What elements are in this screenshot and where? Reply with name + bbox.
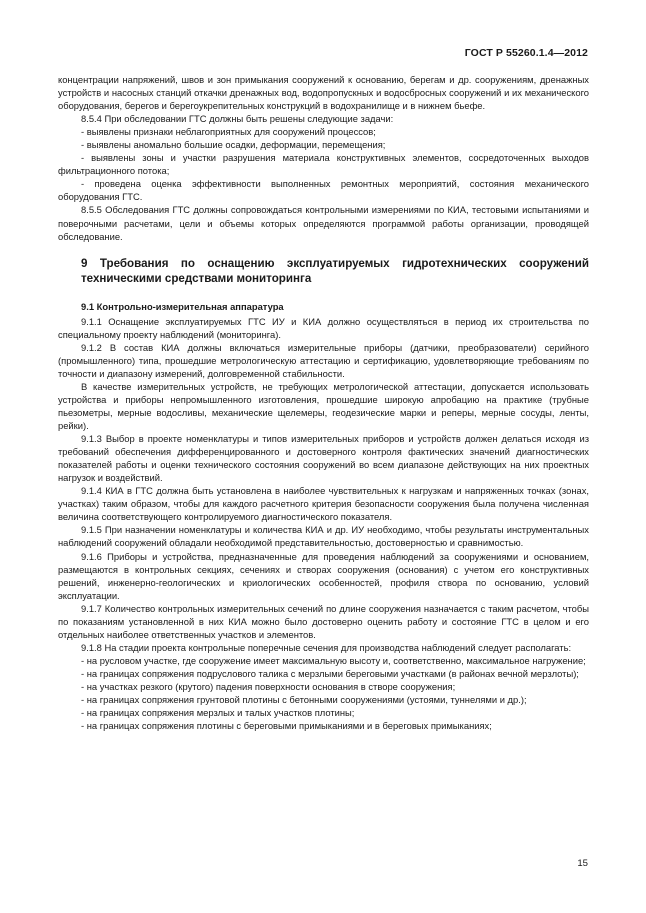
paragraph-cont: концентрации напряжений, швов и зон примыкания сооружений к основанию, берегам и др. сооружениям, дренажных устройств и насосных станций откачки дренажных вод, водопропускных и водосбросных сооружений и их механического оборудования, берегов и берегоукрепительных конструкций в водохранилище и в нижнем бьефе.	[58, 74, 589, 112]
section-8-5-continuation	[58, 73, 589, 243]
paragraph-t4: - проведена оценка эффективности выполненных ремонтных мероприятий, состояния механического оборудования ГТС.	[58, 178, 589, 203]
paragraph-b6: - на границах сопряжения плотины с береговыми примыканиями и в береговых примыканиях;	[81, 720, 492, 732]
page-number: 15	[577, 858, 588, 869]
paragraph-p911: 9.1.1 Оснащение эксплуатируемых ГТС ИУ и КИА должно осуществляться в период их строительства по специальному проекту наблюдений (мониторинга).	[58, 315, 589, 340]
paragraph-p917: 9.1.7 Количество контрольных измерительных сечений по длине сооружения назначается с таким расчетом, чтобы по показаниям установленной в них КИА можно было достоверно оценить работу и состояние ГТС в целом и его отдельных наиболее ответственных участков и элементов.	[58, 602, 589, 640]
paragraph-b4: - на границах сопряжения грунтовой плотины с бетонными сооружениями (устоями, туннелями и др.);	[81, 694, 527, 706]
paragraph-p912b: В качестве измерительных устройств, не требующих метрологической аттестации, допускается использовать устройства и приборы непромышленного изготовления, прошедшие широкую апробацию на практике (трубные пьезометры, мерные водосливы, механические щелемеры, геодезические марки и реперы, мерные сосуды, ленты, рейки).	[58, 380, 589, 432]
paragraph-t2: - выявлены аномально большие осадки, деформации, перемещения;	[81, 139, 386, 151]
page-body	[58, 73, 589, 732]
paragraph-b1: - на русловом участке, где сооружение имеет максимальную высоту и, соответственно, максимальное нагружение;	[81, 654, 586, 666]
section-9-1-paragraphs	[58, 315, 589, 733]
paragraph-p918: 9.1.8 На стадии проекта контрольные поперечные сечения для производства наблюдений следует располагать:	[81, 641, 572, 653]
paragraph-t3: - выявлены зоны и участки разрушения материала конструктивных элементов, сосредоточенных выходов фильтрационного потока;	[58, 152, 589, 177]
section-9-title: 9 Требования по оснащению эксплуатируемых гидротехнических сооружений техническими средствами мониторинга	[81, 256, 589, 286]
paragraph-p912: 9.1.2 В состав КИА должны включаться измерительные приборы (датчики, преобразователи) серийного (промышленного) типа, прошедшие метрологическую аттестацию и сертификацию, удовлетворяющие требованиям по точности и диапазону измерений, долговременной стабильности.	[58, 341, 589, 379]
paragraph-p915: 9.1.5 При назначении номенклатуры и количества КИА и др. ИУ необходимо, чтобы результаты инструментальных наблюдений сооружений обладали необходимой представительностью, достоверностью и сравнимостью.	[58, 524, 589, 549]
paragraph-p855: 8.5.5 Обследования ГТС должны сопровождаться контрольными измерениями по КИА, тестовыми испытаниями и поверочными расчетами, цели и объемы которых определяются программой работы организации, проводящей обследование.	[58, 204, 589, 242]
paragraph-b3: - на участках резкого (крутого) падения поверхности основания в створе сооружения;	[81, 680, 456, 692]
paragraph-p914: 9.1.4 КИА в ГТС должна быть установлена в наиболее чувствительных к нагрузкам и напряженных точках (зонах, участках) таким образом, чтобы для каждого расчетного критерия безопасности сооружения была получена численная величина соответствующего контролируемого диагностического показателя.	[58, 485, 589, 523]
paragraph-p913: 9.1.3 Выбор в проекте номенклатуры и типов измерительных приборов и устройств должен делаться исходя из требований обеспечения дифференцированного и достоверного контроля фактических значений диагностических показателей работы и оценки технического состояния сооружений во всем диапазоне действующих на них проектных нагрузок и воздействий.	[58, 433, 589, 484]
paragraph-b5: - на границах сопряжения мерзлых и талых участков плотины;	[81, 707, 355, 719]
paragraph-p916: 9.1.6 Приборы и устройства, предназначенные для проведения наблюдений за сооружениями и основанием, размещаются в контрольных секциях, сечениях и створах сооружения (основания) с учетом его конструктивных решений, инженерно-геологических и криологических особенностей, профиля створа по основанию, условий эксплуатации.	[58, 550, 589, 601]
subsection-9-1-title: 9.1 Контрольно-измерительная аппаратура	[81, 300, 284, 312]
document-code-header: ГОСТ Р 55260.1.4—2012	[464, 47, 588, 59]
paragraph-p854: 8.5.4 При обследовании ГТС должны быть решены следующие задачи:	[81, 113, 394, 125]
paragraph-t1: - выявлены признаки неблагоприятных для сооружений процессов;	[81, 126, 376, 138]
paragraph-b2: - на границах сопряжения подруслового талика с мерзлыми береговыми участками (в районах вечной мерзлоты);	[81, 667, 579, 679]
